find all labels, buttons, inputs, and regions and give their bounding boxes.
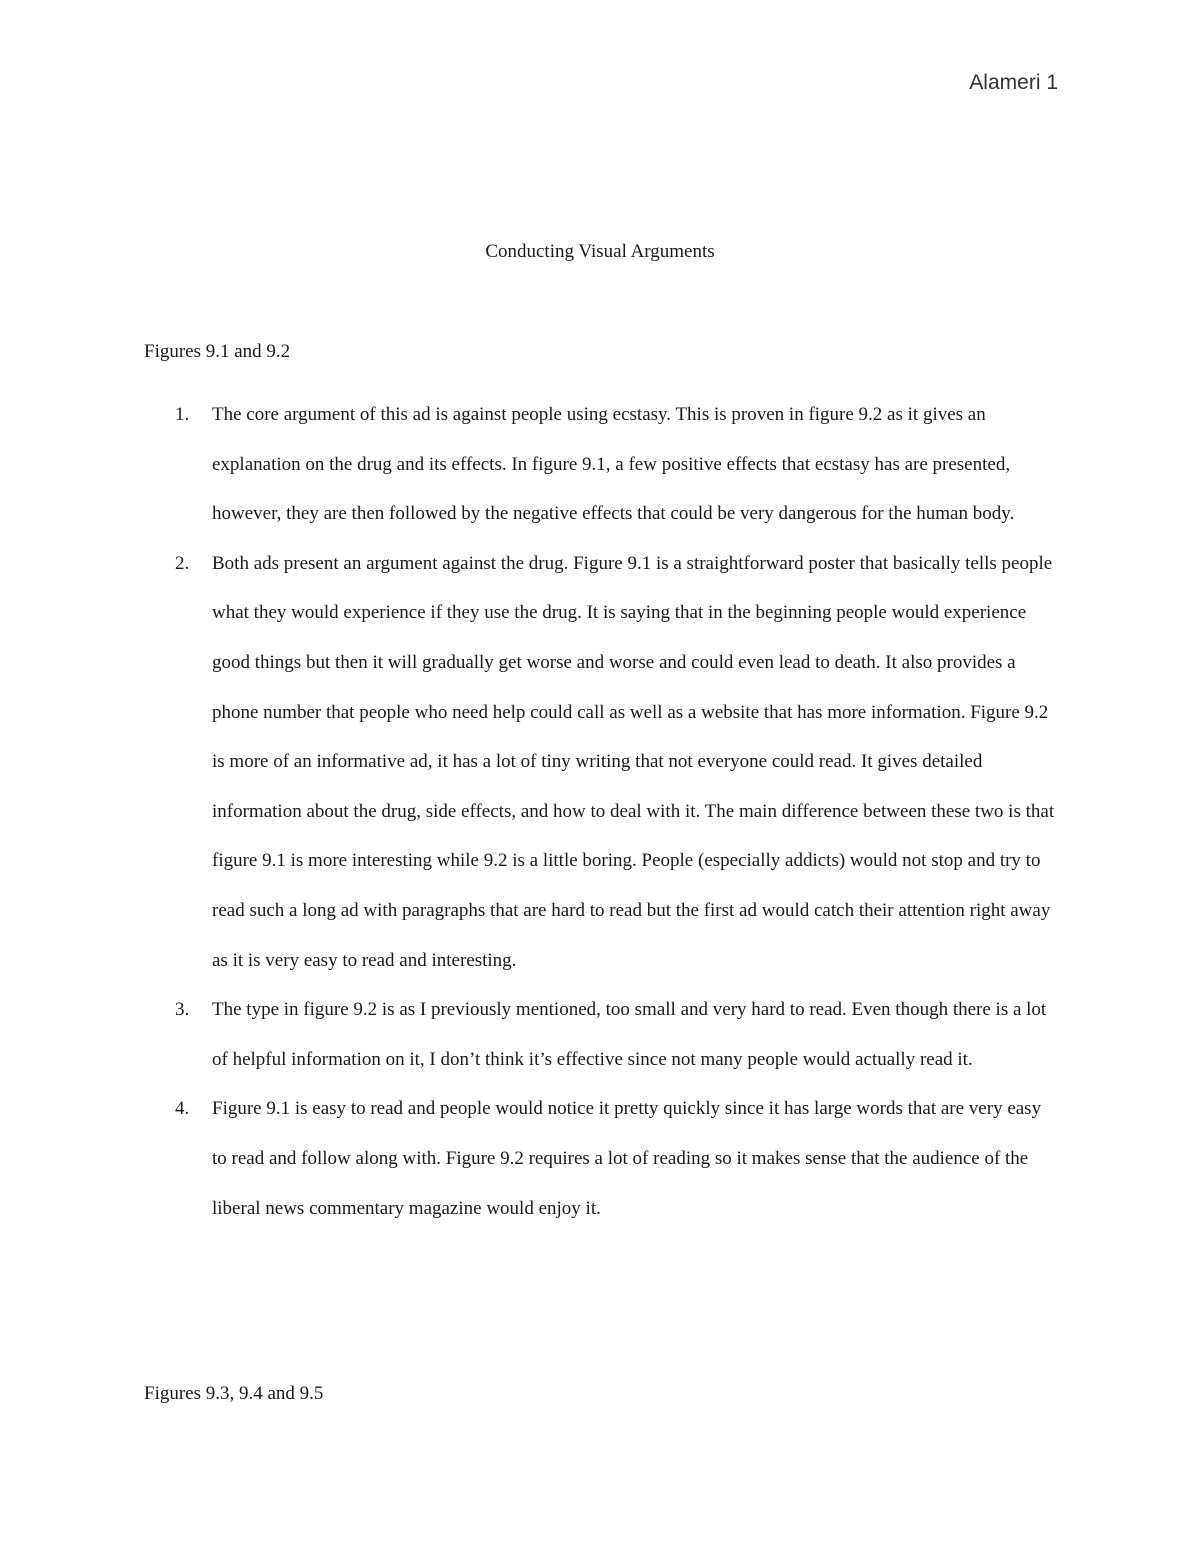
list-item [0, 390, 1060, 539]
list-item-number: 3. [175, 999, 190, 1021]
list-item-text: The type in figure 9.2 is as I previously mentioned, too small and very hard to read. Even though there is a lot of helpful information on it, I don’t think it’s effective since not many people would actually read it. [212, 999, 1047, 1070]
list-item-number: 1. [175, 404, 190, 425]
list-item-text: Figure 9.1 is easy to read and people would notice it pretty quickly since it has large words that are very easy to read and follow along with. Figure 9.2 requires a lot of reading so it makes sense that the audience of the liberal news commentary magazine would enjoy it. [212, 1098, 1042, 1219]
section-heading-figures-9-3-9-4-9-5: Figures 9.3, 9.4 and 9.5 [144, 1383, 324, 1404]
list-item [0, 1084, 1060, 1233]
list-item-number: 2. [175, 552, 190, 574]
list-item [0, 985, 1060, 1084]
document-title: Conducting Visual Arguments [485, 241, 715, 262]
list-item-text: The core argument of this ad is against people using ecstasy. This is proven in figure 9.2 as it gives an explanation on the drug and its effects. In figure 9.1, a few positive effects that ecstasy has are presented, however, they are then followed by the negative effects that could be very dangerous for the human body. [212, 404, 1015, 525]
running-head: Alameri 1 [969, 71, 1058, 94]
list-item-text: Both ads present an argument against the drug. Figure 9.1 is a straightforward poster that basically tells people what they would experience if they use the drug. It is saying that in the beginning people would experience good things but then it will gradually get worse and worse and could even lead to death. It also provides a phone number that people who need help could call as well as a website that has more information. Figure 9.2 is more of an informative ad, it has a lot of tiny writing that not everyone could read. It gives detailed information about the drug, side effects, and how to deal with it. The main difference between these two is that figure 9.1 is more interesting while 9.2 is a little boring. People (especially addicts) would not stop and try to read such a long ad with paragraphs that are hard to read but the first ad would catch their attention right away as it is very easy to read and interesting. [212, 552, 1055, 971]
list-item-number: 4. [175, 1098, 190, 1120]
numbered-list [0, 390, 1200, 1233]
list-item [0, 539, 1060, 985]
section-heading-figures-9-1-9-2: Figures 9.1 and 9.2 [144, 341, 291, 362]
